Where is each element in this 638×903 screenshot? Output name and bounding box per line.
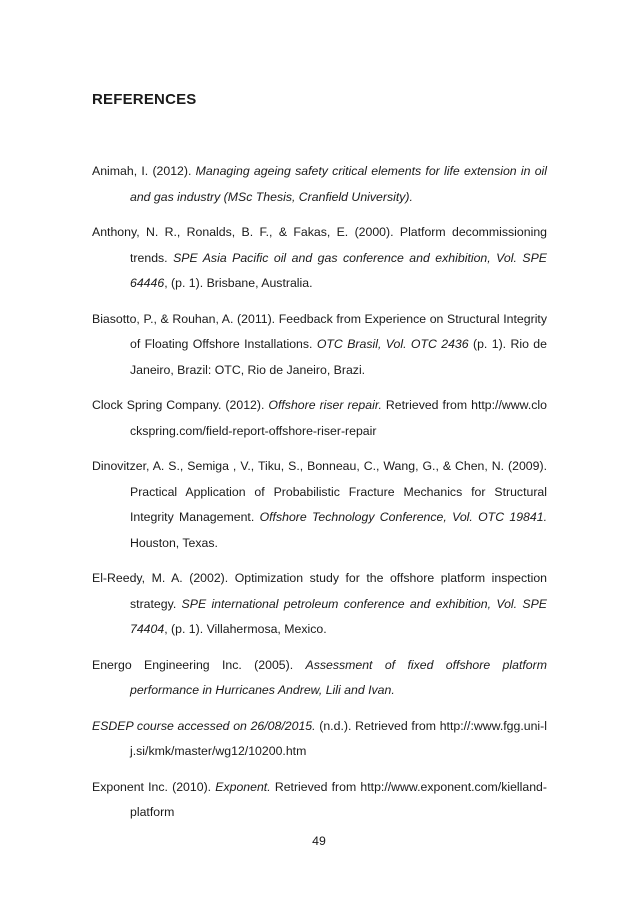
reference-item xyxy=(92,775,547,826)
reference-title: OTC Brasil, Vol. OTC 2436 xyxy=(316,337,469,351)
reference-item xyxy=(92,454,547,556)
reference-title: ESDEP course accessed on 26/08/2015. xyxy=(92,718,316,733)
reference-authors: Exponent Inc. (2010). xyxy=(92,779,216,794)
reference-item xyxy=(92,159,547,210)
reference-details: Houston, Texas. xyxy=(130,535,218,550)
reference-list xyxy=(92,159,547,836)
reference-title: Exponent. xyxy=(215,779,271,794)
reference-title: SPE Asia Pacific oil and gas conference and exhibition, Vol. SPE 64446 xyxy=(130,250,548,290)
reference-item xyxy=(92,307,547,384)
reference-authors: Anthony, N. R., Ronalds, B. F., & Fakas, E. (2000). Platform decommissioning trends. xyxy=(92,225,547,265)
reference-item xyxy=(92,714,547,765)
page-heading: REFERENCES xyxy=(92,91,197,108)
reference-item xyxy=(92,566,547,643)
reference-title: Offshore riser repair. xyxy=(268,398,382,412)
reference-details: (p. 1). Rio de Janeiro, Brazil: OTC, Rio de Janeiro, Brazi. xyxy=(130,337,547,377)
reference-item xyxy=(92,393,547,444)
reference-details: (n.d.). Retrieved from http://:www.fgg.uni-lj.si/kmk/master/wg12/10200.htm xyxy=(130,718,547,758)
page-number: 49 xyxy=(312,834,326,848)
reference-authors: Energo Engineering Inc. (2005). xyxy=(92,657,306,672)
reference-authors: Clock Spring Company. (2012). xyxy=(92,398,269,412)
reference-authors: Dinovitzer, A. S., Semiga , V., Tiku, S., Bonneau, C., Wang, G., & Chen, N. (2009). Practical Application of Probabilistic Fracture Mechanics for Structural Integrity Management. xyxy=(92,459,547,524)
reference-details: Retrieved from http://www.clockspring.com/field-report-offshore-riser-repair xyxy=(130,398,547,438)
reference-details: , (p. 1). Brisbane, Australia. xyxy=(164,276,313,290)
reference-details: , (p. 1). Villahermosa, Mexico. xyxy=(164,622,327,636)
reference-authors: Animah, I. (2012). xyxy=(92,164,196,178)
reference-authors: Biasotto, P., & Rouhan, A. (2011). Feedback from Experience on Structural Integrity of Floating Offshore Installations. xyxy=(92,311,547,351)
reference-item xyxy=(92,220,547,297)
reference-title: Assessment of fixed offshore platform performance in Hurricanes Andrew, Lili and Ivan. xyxy=(130,657,547,697)
reference-authors: El-Reedy, M. A. (2002). Optimization study for the offshore platform inspection strategy. xyxy=(92,571,547,611)
reference-details: Retrieved from http://www.exponent.com/kielland-platform xyxy=(130,779,547,819)
reference-title: SPE international petroleum conference and exhibition, Vol. SPE 74404 xyxy=(130,596,547,636)
reference-item xyxy=(92,653,547,704)
reference-title: Offshore Technology Conference, Vol. OTC 19841. xyxy=(259,510,547,524)
reference-title: Managing ageing safety critical elements for life extension in oil and gas industry (MSc Thesis, Cranfield University). xyxy=(130,164,547,204)
